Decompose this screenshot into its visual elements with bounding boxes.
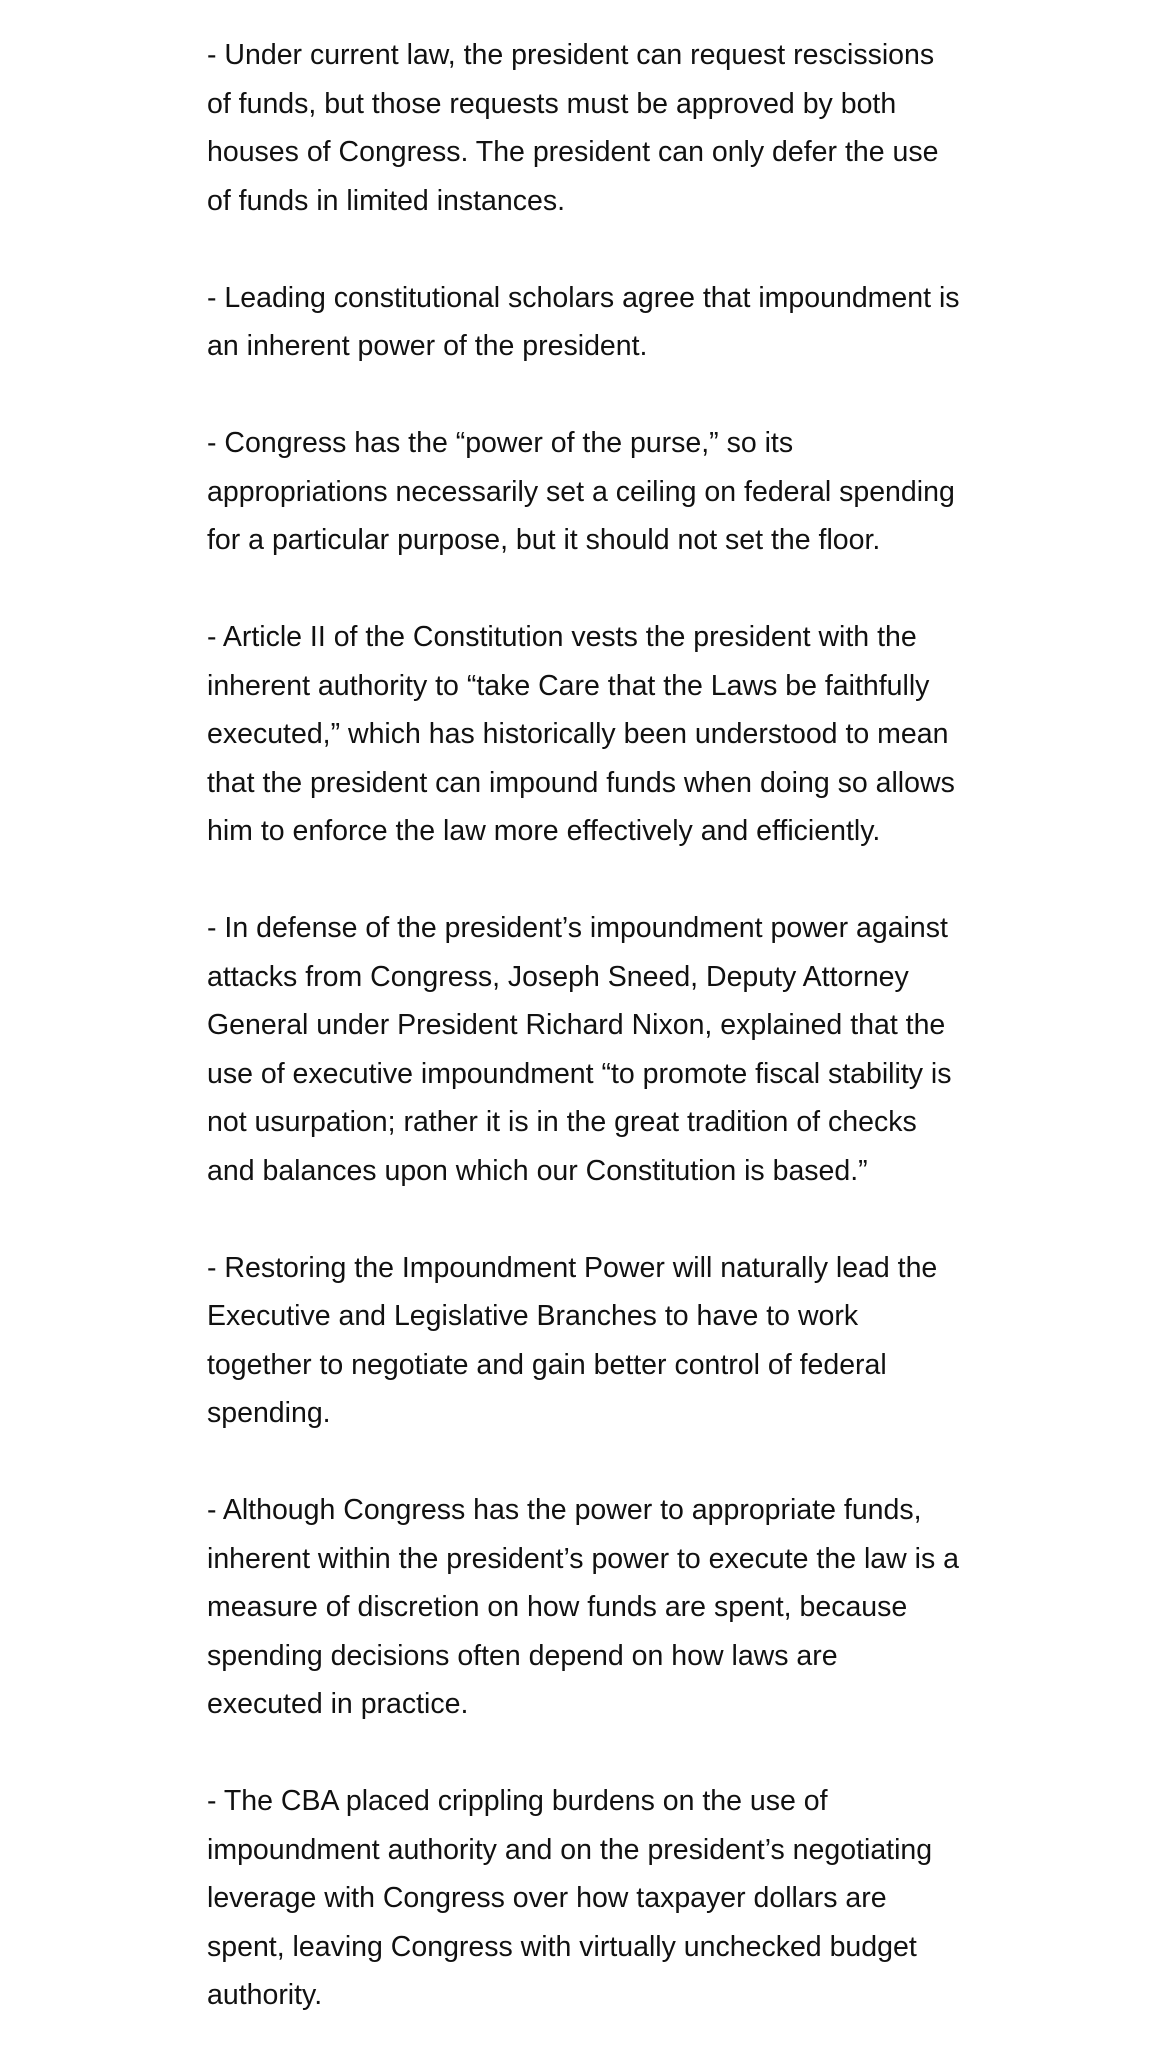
text-line: together to negotiate and gain better control of federal: [207, 1348, 887, 1381]
text-line: Executive and Legislative Branches to have to work: [207, 1300, 859, 1332]
text-line: him to enforce the law more effectively and efficiently.: [207, 815, 881, 847]
paragraph-power-of-purse: [207, 419, 1007, 565]
text-line: - Article II of the Constitution vests the president with the: [207, 621, 917, 653]
text-line: of funds in limited instances.: [207, 184, 566, 217]
text-line: for a particular purpose, but it should not set the floor.: [207, 524, 881, 556]
text-line: use of executive impoundment “to promote fiscal stability is: [207, 1057, 952, 1090]
text-line: spent, leaving Congress with virtually unchecked budget: [207, 1930, 917, 1963]
text-line: authority.: [207, 1979, 323, 2011]
text-line: General under President Richard Nixon, explained that the: [207, 1009, 946, 1041]
text-line: - Under current law, the president can request rescissions: [207, 39, 935, 71]
text-line: appropriations necessarily set a ceiling on federal spending: [207, 475, 955, 508]
text-line: inherent within the president’s power to execute the law is a: [207, 1542, 959, 1575]
text-line: executed in practice.: [207, 1688, 469, 1720]
text-line: - The CBA placed crippling burdens on the use of: [207, 1785, 828, 1817]
text-line: - Restoring the Impoundment Power will naturally lead the: [207, 1251, 938, 1284]
paragraph-sneed: [207, 904, 1007, 1195]
paragraph-restoring: [207, 1244, 1007, 1438]
text-line: - Although Congress has the power to appropriate funds,: [207, 1494, 922, 1526]
text-line: houses of Congress. The president can only defer the use: [207, 136, 939, 168]
text-line: - Congress has the “power of the purse,” so its: [207, 427, 794, 459]
text-line: that the president can impound funds when doing so allows: [207, 766, 955, 799]
text-line: an inherent power of the president.: [207, 330, 648, 362]
text-line: impoundment authority and on the president’s negotiating: [207, 1833, 933, 1866]
text-line: spending decisions often depend on how laws are: [207, 1639, 838, 1672]
text-line: attacks from Congress, Joseph Sneed, Deputy Attorney: [207, 960, 909, 993]
text-line: - Leading constitutional scholars agree that impoundment is: [207, 281, 960, 314]
text-line: and balances upon which our Constitution is based.”: [207, 1154, 868, 1187]
paragraph-rescissions: [207, 31, 1007, 225]
text-line: measure of discretion on how funds are spent, because: [207, 1591, 908, 1623]
paragraph-cba: [207, 1777, 1007, 2020]
text-line: inherent authority to “take Care that the Laws be faithfully: [207, 669, 930, 702]
text-line: leverage with Congress over how taxpayer dollars are: [207, 1882, 887, 1914]
text-line: executed,” which has historically been understood to mean: [207, 718, 949, 750]
text-line: of funds, but those requests must be approved by both: [207, 87, 897, 120]
paragraph-discretion: [207, 1486, 1007, 1729]
paragraph-scholars: [207, 274, 1007, 371]
document-body: [207, 31, 1007, 2068]
text-line: not usurpation; rather it is in the great tradition of checks: [207, 1106, 917, 1138]
text-line: - In defense of the president’s impoundment power against: [207, 912, 948, 944]
paragraph-article-ii: [207, 613, 1007, 856]
text-line: spending.: [207, 1397, 331, 1429]
